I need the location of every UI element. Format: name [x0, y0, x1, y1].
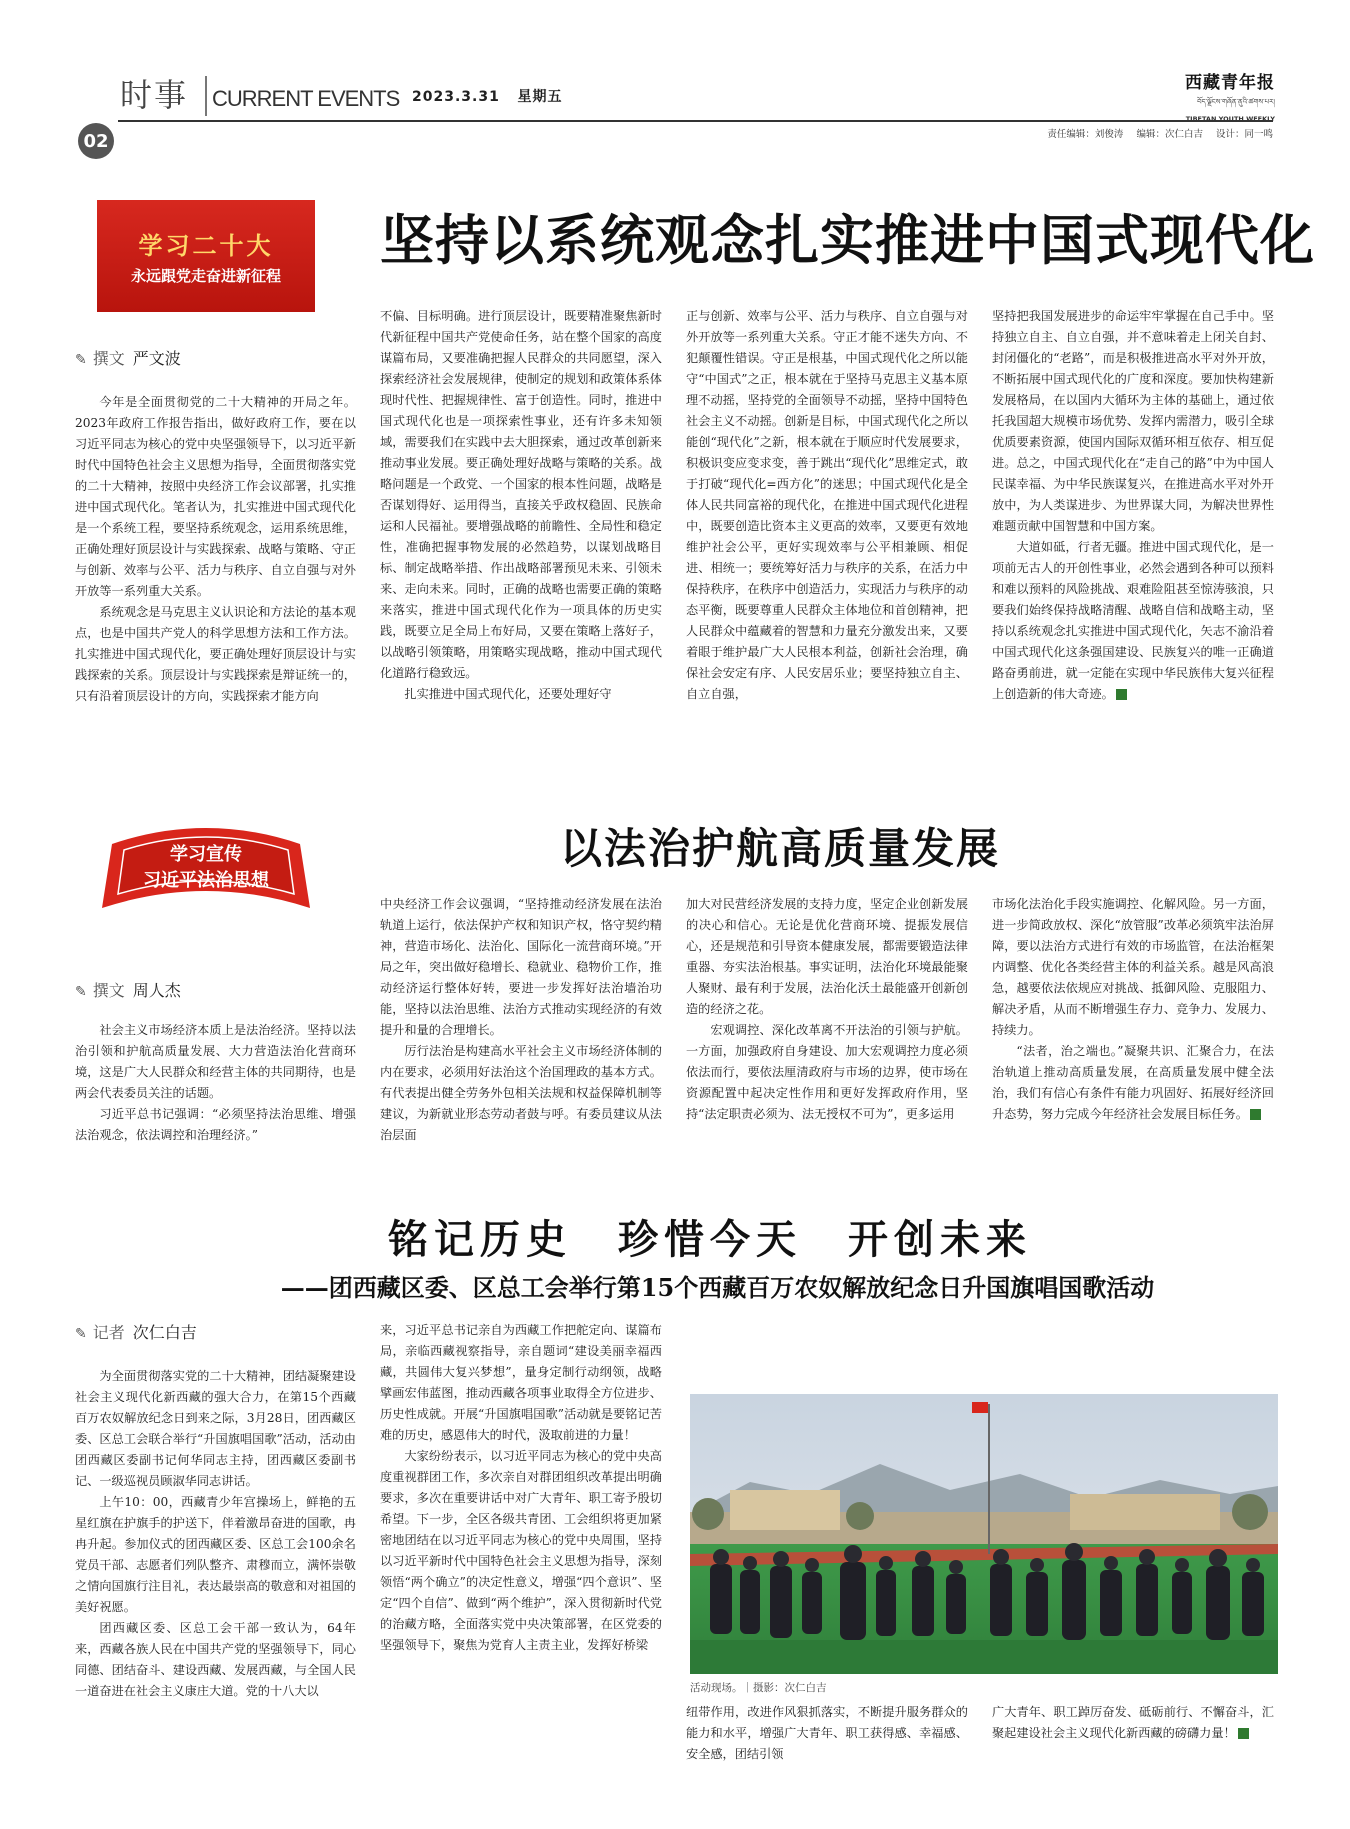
page-number: 02: [78, 123, 114, 159]
paragraph: 坚持把我国发展进步的命运牢牢掌握在自己手中。坚持独立自主、自立自强，并不意味着走上闭关自封、封闭僵化的“老路”，而是积极推进高水平对外开放，不断拓展中国式现代化的广度和深度。要加快构建新发展格局，在以国内大循环为主体的基础上，通过依托我国超大规模市场优势、发挥内需潜力，吸引全球优质要素资源，使国内国际双循环相互依存、相互促进。总之，中国式现代化在“走自己的路”中为中国人民谋幸福、为中华民族谋复兴，在推进高水平对外开放中，为人类谋进步、为世界谋大同，为解决世界性难题贡献中国智慧和中国方案。: [992, 309, 1274, 533]
article3-col1: [75, 1366, 356, 1816]
article2-col3: [686, 894, 968, 1174]
article1-col1: [75, 392, 356, 772]
article3-headline: 铭记历史 珍惜今天 开创未来: [388, 1216, 1032, 1263]
issue-date: [412, 86, 562, 106]
section-divider: [205, 76, 207, 116]
flag: [972, 1402, 988, 1413]
badge-bottom-text: 永远跟党走奋进新征程: [130, 267, 281, 285]
article2-headline: 以法治护航高质量发展: [560, 824, 1001, 873]
study-badge: [97, 200, 315, 312]
badge-top-text: 学习二十大: [138, 232, 274, 260]
logo-tibetan: བོད་ལྗོངས་གཞོན་ནུའི་ཚགས་པར།: [1197, 98, 1275, 106]
study-promotion-badge: [98, 822, 314, 922]
section-title-en: CURRENT EVENTS: [212, 86, 400, 111]
event-photo: [690, 1394, 1278, 1674]
paragraph: 来，习近平总书记亲自为西藏工作把舵定向、谋篇布局，亲临西藏视察指导，亲自题词“建设美丽幸福西藏，共圆伟大复兴梦想”，量身定制行动纲领，战略擘画宏伟蓝图，推动西藏各项事业取得全方位进步、历史性成就。开展“升国旗唱国歌”活动就是要铭记苦难的历史，感恩伟大的时代，汲取前进的力量！: [380, 1323, 662, 1442]
paragraph: [992, 1702, 1274, 1744]
header-rule: [118, 120, 1273, 122]
weekday-text: 星期五: [517, 89, 563, 105]
paragraph-text: 大道如砥，行者无疆。推进中国式现代化，是一项前无古人的开创性事业，必然会遇到各种可以预料和难以预料的风险挑战、艰难险阻甚至惊涛骇浪，只要我们始终保持战略清醒、战略自信和战略主动，坚持以系统观念扎实推进中国式现代化，矢志不渝沿着中国式现代化这条强国建设、民族复兴的唯一正确道路奋勇前进，就一定能在实现中华民族伟大复兴征程上创造新的伟大奇迹。: [992, 539, 1274, 701]
paragraph: 团西藏区委、区总工会干部一致认为，64年来，西藏各族人民在中国共产党的坚强领导下，同心同德、团结奋斗、建设西藏、发展西藏，与全国人民一道奋进在社会主义康庄大道。党的十八大以: [75, 1620, 356, 1698]
author-name: 次仁白吉: [132, 1323, 197, 1342]
paragraph: 扎实推进中国式现代化，还要处理好守: [404, 686, 612, 701]
article3-byline: [75, 1320, 197, 1343]
newspaper-logo: [1175, 68, 1275, 123]
article3-col4: [992, 1702, 1274, 1814]
paragraph: [992, 1041, 1274, 1125]
paragraph: 市场化法治化手段实施调控、化解风险。另一方面，进一步简政放权、深化“放管服”改革必须筑牢法治屏障，要以法治方式进行有效的市场监管，在法治框架内调整、优化各类经营主体的利益关系。越是风高浪急，越要依法依规应对挑战、抵御风险、克服阻力、解决矛盾，从而不断增强生存力、竞争力、发展力、持续力。: [992, 897, 1274, 1037]
badge-line1: 学习宣传: [170, 844, 242, 865]
article2-col2: [380, 894, 662, 1174]
date-text: 2023.3.31: [412, 89, 500, 105]
badge-line2: 习近平法治思想: [143, 870, 269, 891]
article2-col4: [992, 894, 1274, 1174]
credit-editor: 编辑：次仁白吉: [1136, 129, 1203, 140]
paragraph: 正与创新、效率与公平、活力与秩序、自立自强与对外开放等一系列重大关系。守正才能不迷失方向、不犯颠覆性错误。守正是根基，中国式现代化之所以能守“中国式”之正，根本就在于坚持马克思主义基本原理不动摇，坚持党的全面领导不动摇，坚持中国特色社会主义不动摇。创新是目标，中国式现代化之所以能创“现代化”之新，根本就在于顺应时代发展要求，积极识变应变求变，善于跳出“现代化”思维定式，敢于打破“现代化=西方化”的迷思；中国式现代化是全体人民共同富裕的现代化，在推进中国式现代化进程中，既要创造比资本主义更高的效率，又要更有效地维护社会公平，更好实现效率与公平相兼顾、相促进、相统一；要统筹好活力与秩序的关系，在活力中保持秩序，在秩序中创造活力，实现活力与秩序的动态平衡，既要尊重人民群众主体地位和首创精神，把人民群众中蕴藏着的智慧和力量充分激发出来，又要着眼于维护最广大人民根本利益，创新社会治理，确保社会安定有序、人民安居乐业；要坚持独立自主、自立自强，: [686, 309, 968, 701]
article1-byline: [75, 346, 181, 369]
logo-cn: 西藏青年报: [1185, 73, 1275, 93]
paragraph: 厉行法治是构建高水平社会主义市场经济体制的内在要求，必须用好法治这个治国理政的基本方式。有代表提出健全劳务外包相关法规和权益保障机制等建议，为新就业形态劳动者鼓与呼。有委员建议从法治层面: [380, 1043, 662, 1142]
pen-icon: ✎: [75, 1326, 87, 1342]
article1-col2: [380, 306, 662, 772]
paragraph: 加大对民营经济发展的支持力度，坚定企业创新发展的决心和信心。无论是优化营商环境、提振发展信心，还是规范和引导资本健康发展，都需要锻造法律重器、夯实法治根基。事实证明，法治化环境最能聚人聚财、最有利于发展，法治化沃土最能盛开创新创造的经济之花。: [686, 897, 968, 1016]
paragraph-text: “法者，治之端也。”凝聚共识、汇聚合力，在法治轨道上推动高质量发展，在高质量发展中健全法治，我们有信心有条件有能力巩固好、拓展好经济回升态势，努力完成今年经济社会发展目标任务。: [992, 1043, 1274, 1121]
article3-col3: [686, 1702, 968, 1814]
paragraph: 不偏、目标明确。进行顶层设计，既要精准聚焦新时代新征程中国共产党使命任务，站在整个国家的高度谋篇布局，又要准确把握人民群众的共同愿望，深入探索经济社会发展规律，使制定的规划和政策体系体现时代性、把握规律性、富于创造性。同时，推进中国式现代化也是一项探索性事业，还有许多未知领域，需要我们在实践中去大胆探索，通过改革创新来推动事业发展。要正确处理好战略与策略的关系。战略问题是一个政党、一个国家的根本性问题，战略是否谋划得好、运用得当，直接关乎政权稳固、民族命运和人民福祉。要增强战略的前瞻性、全局性和稳定性，准确把握事物发展的必然趋势，以谋划战略目标、制定战略举措、作出战略部署预见未来、引领未来、走向未来。同时，正确的战略也需要正确的策略来落实，推进中国式现代化作为一项具体的历史实践，既要立足全局上布好局，又要在策略上落好子，以战略引领策略，用策略实现战略，推动中国式现代化道路行稳致远。: [380, 309, 662, 680]
article3-col2: [380, 1320, 662, 1816]
paragraph: [992, 537, 1274, 705]
article1-headline: 坚持以系统观念扎实推进中国式现代化: [380, 209, 1315, 272]
photo-caption: 活动现场。｜摄影：次仁白吉: [690, 1682, 827, 1694]
section-title: 时事: [120, 76, 189, 114]
logo-en: TIBETAN YOUTH WEEKLY: [1185, 115, 1275, 123]
author-name: 严文波: [132, 349, 181, 368]
paragraph: 为全面贯彻落实党的二十大精神，团结凝聚建设社会主义现代化新西藏的强大合力，在第15个西藏百万农奴解放纪念日到来之际，3月28日，团西藏区委、区总工会联合举行“升国旗唱国歌”活动，活动由团西藏区委副书记何华同志主持，团西藏区委副书记、一级巡视员顾淑华同志讲话。: [75, 1369, 356, 1488]
paragraph: 上午10：00，西藏青少年宫操场上，鲜艳的五星红旗在护旗手的护送下，伴着激昂奋进的国歌，冉冉升起。参加仪式的团西藏区委、区总工会100余名党员干部、志愿者们列队整齐、肃穆而立，满怀崇敬之情向国旗行注目礼，表达最崇高的敬意和对祖国的美好祝愿。: [75, 1494, 356, 1614]
byline-label: 记者: [92, 1323, 125, 1342]
end-mark-icon: [1238, 1728, 1249, 1739]
article2-col1: [75, 1020, 356, 1170]
article3-subtitle: ——团西藏区委、区总工会举行第15个西藏百万农奴解放纪念日升国旗唱国歌活动: [280, 1273, 1155, 1302]
editor-credits: [900, 126, 1273, 140]
paragraph: 系统观念是马克思主义认识论和方法论的基本观点，也是中国共产党人的科学思想方法和工作方法。扎实推进中国式现代化，要正确处理好顶层设计与实践探索的关系。顶层设计与实践探索是辩证统一的，只有沿着顶层设计的方向，实践探索才能方向: [75, 604, 356, 703]
flagpole: [988, 1404, 990, 1554]
paragraph: 今年是全面贯彻党的二十大精神的开局之年。2023年政府工作报告指出，做好政府工作，要在以习近平同志为核心的党中央坚强领导下，以习近平新时代中国特色社会主义思想为指导，全面贯彻落实党的二十大精神，按照中央经济工作会议部署，扎实推进中国式现代化。笔者认为，扎实推进中国式现代化是一个系统工程，要坚持系统观念，运用系统思维，正确处理好顶层设计与实践探索、战略与策略、守正与创新、效率与公平、活力与秩序、自立自强与对外开放等一系列重大关系。: [75, 395, 356, 598]
byline-label: 撰文: [92, 349, 125, 368]
end-mark-icon: [1250, 1109, 1261, 1120]
paragraph: 大家纷纷表示，以习近平同志为核心的党中央高度重视群团工作，多次亲自对群团组织改革提出明确要求，多次在重要讲话中对广大青年、职工寄予殷切希望。下一步，全区各级共青团、工会组织将更加紧密地团结在以习近平同志为核心的党中央周围，坚持以习近平新时代中国特色社会主义思想为指导，深刻领悟“两个确立”的决定性意义，增强“四个意识”、坚定“四个自信”、做到“两个维护”，深入贯彻新时代党的治藏方略，全面落实党中央决策部署，在区党委的坚强领导下，聚焦为党育人主责主业，发挥好桥梁: [380, 1448, 662, 1652]
paragraph: 中央经济工作会议强调，“坚持推动经济发展在法治轨道上运行，依法保护产权和知识产权，恪守契约精神，营造市场化、法治化、国际化一流营商环境。”开局之年，突出做好稳增长、稳就业、稳物价工作，推动经济运行整体好转，要进一步发挥好法治墙治功能，坚持以法治思维、法治方式推动实现经济的有效提升和量的合理增长。: [380, 897, 662, 1037]
paragraph-text: 广大青年、职工踔厉奋发、砥砺前行、不懈奋斗，汇聚起建设社会主义现代化新西藏的磅礴力量！: [992, 1705, 1274, 1740]
credit-design: 设计：同一鸣: [1215, 129, 1273, 140]
article2-byline: [75, 978, 181, 1001]
author-name: 周人杰: [132, 981, 181, 1000]
paragraph: 纽带作用，改进作风狠抓落实，不断提升服务群众的能力和水平，增强广大青年、职工获得感、幸福感、安全感，团结引领: [686, 1705, 968, 1761]
article1-col3: [686, 306, 968, 772]
end-mark-icon: [1116, 689, 1127, 700]
credit-editor-in-charge: 责任编辑：刘俊涛: [1047, 129, 1124, 140]
paragraph: 习近平总书记强调：“必须坚持法治思维、增强法治观念，依法调控和治理经济。”: [75, 1106, 356, 1142]
pen-icon: ✎: [75, 984, 87, 1000]
paragraph: 社会主义市场经济本质上是法治经济。坚持以法治引领和护航高质量发展、大力营造法治化营商环境，这是广大人民群众和经营主体的共同期待，也是两会代表委员关注的话题。: [75, 1023, 356, 1100]
byline-label: 撰文: [92, 981, 125, 1000]
pen-icon: ✎: [75, 352, 87, 368]
paragraph: 宏观调控、深化改革离不开法治的引领与护航。一方面，加强政府自身建设、加大宏观调控力度必须依法而行，要依法厘清政府与市场的边界，使市场在资源配置中起决定性作用和更好发挥政府作用，坚持“法定职责必须为、法无授权不可为”，更多运用: [686, 1022, 968, 1121]
article1-col4: [992, 306, 1274, 776]
